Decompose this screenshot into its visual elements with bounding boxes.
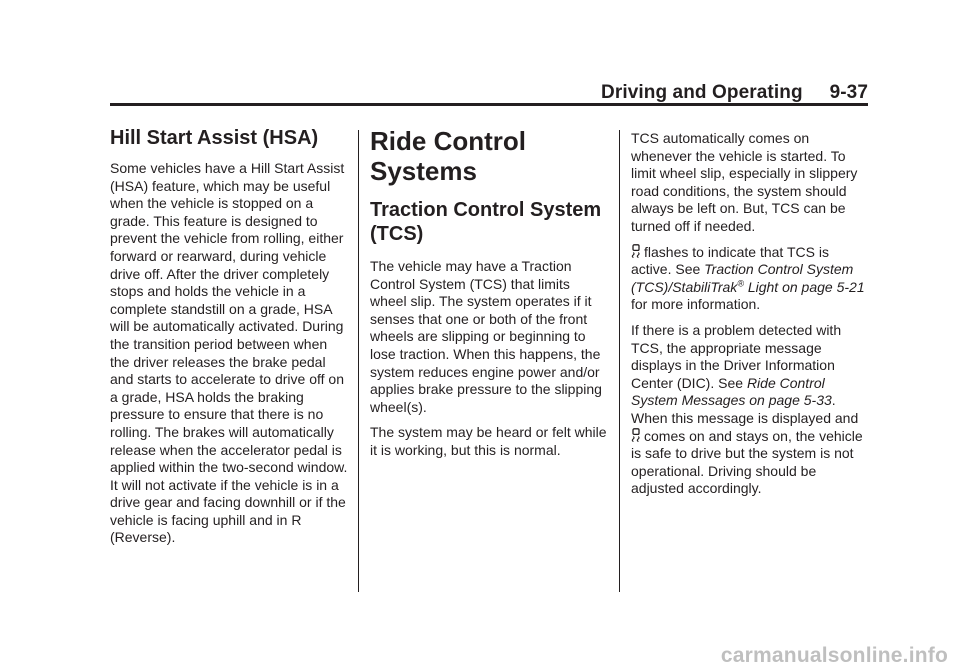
ride-control-messages-link[interactable]: Ride Control System Messages on page 5-33: [631, 374, 832, 409]
header-section-title: Driving and Operating: [601, 82, 803, 103]
message-displayed-text: . When this message is displayed and: [631, 392, 859, 426]
tcs-indicator-text: flashes to indicate that TCS is active. See: [631, 243, 829, 278]
hsa-heading: Hill Start Assist (HSA): [110, 127, 319, 149]
column-divider-2: [619, 130, 620, 592]
running-header: [601, 82, 868, 104]
more-info-text: for more information.: [631, 296, 761, 313]
traction-control-skid-icon: [631, 244, 641, 258]
tcs-paragraph-2: The system may be heard or felt while it is working, but this is normal.: [370, 424, 607, 458]
tcs-paragraph-3: TCS automatically comes on whenever the vehicle is started. To limit wheel slip, especially in slippery road conditions, the system should always be left on. But, TCS can be turned off if needed.: [631, 130, 858, 234]
tcs-light-link-text: Traction Control System (TCS)/StabiliTrak: [631, 261, 854, 295]
column-1: [110, 126, 348, 555]
dic-text: If there is a problem detected with TCS, the appropriate message displays in the Driver Information Center (DIC). See: [631, 321, 842, 391]
tcs-heading: Traction Control System (TCS): [370, 199, 602, 245]
ride-control-heading: Ride Control Systems: [370, 126, 526, 186]
safe-to-drive-text: comes on and stays on, the vehicle is safe to drive but the system is not operational. Driving should be adjusted accordingly.: [631, 427, 863, 497]
traction-control-skid-icon: [631, 428, 641, 442]
watermark: carmanualsonline.info: [720, 644, 948, 667]
column-3: [631, 130, 871, 506]
tcs-light-link-page: Light on page 5-21: [743, 278, 865, 295]
tcs-paragraph-5: [631, 322, 871, 498]
header-rule: [110, 103, 868, 106]
column-2: [370, 126, 610, 468]
page-header: [110, 76, 868, 102]
column-divider-1: [358, 130, 359, 592]
tcs-paragraph-1: The vehicle may have a Traction Control System (TCS) that limits wheel slip. The system operates if it senses that one or both of the front wheels are slipping or beginning to lose traction. When this happens, the system reduces engine power and/or applies brake pressure to the slipping wheel(s).: [370, 258, 602, 415]
hsa-body: Some vehicles have a Hill Start Assist (HSA) feature, which may be useful when the vehicle is stopped on a grade. This feature is designed to prevent the vehicle from rolling, either forward or rearward, during vehicle drive off. After the driver completely stops and holds the vehicle in a complete standstill on a grade, HSA will be automatically activated. During the transition period between when the driver releases the brake pedal and starts to accelerate to drive off on a grade, HSA holds the braking pressure to ensure that there is no rolling. The brakes will automatically release when the accelerator pedal is applied within the two-second window. It will not activate if the vehicle is in a drive gear and facing downhill or if the vehicle is facing uphill and in R (Reverse).: [110, 160, 348, 546]
registered-mark: ®: [737, 278, 744, 289]
tcs-paragraph-4: [631, 244, 871, 314]
header-page-number: 9-37: [829, 82, 868, 103]
